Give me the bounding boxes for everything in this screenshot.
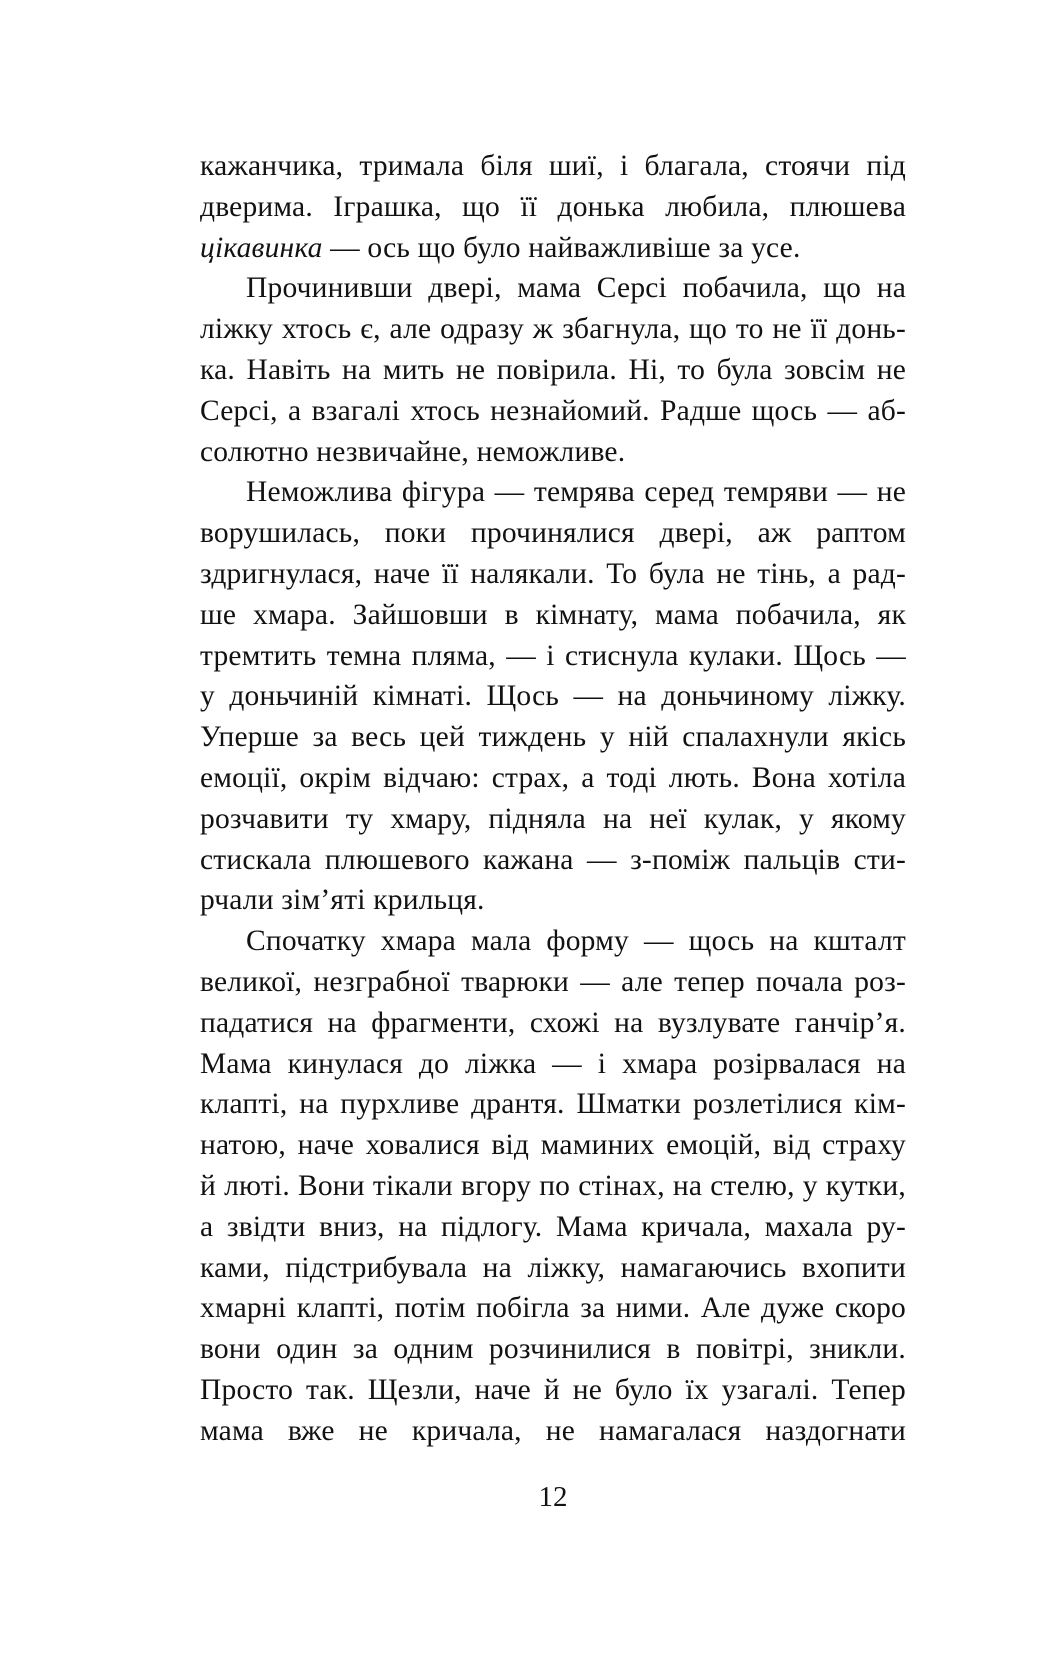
text-segment: а звідти вниз, на підлогу. Мама кричала, махала ру-	[200, 1210, 906, 1243]
text-line	[200, 268, 906, 309]
text-line	[200, 962, 906, 1003]
text-line	[200, 350, 906, 391]
text-segment: розчавити ту хмару, підняла на неї кулак, у якому	[200, 802, 906, 835]
text-segment: Мама кинулася до ліжка — і хмара розірвалася на	[200, 1047, 906, 1080]
text-segment: натою, наче ховалися від маминих емоцій, від страху	[200, 1129, 906, 1162]
text-segment: Уперше за весь цей тиждень у ній спалахнули якісь	[200, 721, 906, 754]
text-line	[200, 1125, 906, 1166]
page-number: 12	[538, 1481, 568, 1513]
text-segment: хмарні клапті, потім побігла за ними. Але дуже скоро	[200, 1292, 906, 1325]
text-segment: великої, незграбної тварюки — але тепер почала роз-	[200, 965, 906, 998]
text-segment: Неможлива фігура — темрява серед темряви — не	[246, 476, 906, 509]
text-line	[200, 146, 906, 187]
text-segment: ка. Навіть на мить не повірила. Ні, то була зовсім не	[200, 353, 906, 386]
text-line	[200, 1411, 906, 1452]
text-segment: клапті, на пурхливе дрантя. Шматки розлетілися кім-	[200, 1088, 906, 1121]
text-segment: емоції, окрім відчаю: страх, а тоді лють. Вона хотіла	[200, 761, 906, 794]
text-segment: тремтить темна пляма, — і стиснула кулаки. Щось —	[200, 639, 906, 672]
paragraph	[200, 472, 906, 921]
text-segment: й люті. Вони тікали вгору по стінах, на стелю, у кутки,	[200, 1169, 906, 1202]
text-line	[200, 758, 906, 799]
text-line	[200, 717, 906, 758]
text-segment: — ось що було найважливіше за усе.	[322, 231, 801, 264]
text-segment: солютно незвичайне, неможливе.	[200, 435, 626, 468]
text-segment: ліжку хтось є, але одразу ж збагнула, що то не її донь-	[200, 313, 906, 346]
text-line	[200, 636, 906, 677]
text-segment: стискала плюшевого кажана — з-поміж пальців сти-	[200, 843, 906, 876]
text-block	[200, 146, 906, 1452]
text-line	[200, 228, 906, 269]
paragraph	[200, 268, 906, 472]
text-segment: Прочинивши двері, мама Серсі побачила, що на	[246, 272, 906, 305]
text-line	[200, 799, 906, 840]
paragraph	[200, 921, 906, 1451]
text-line	[200, 595, 906, 636]
text-segment: вони один за одним розчинилися в повітрі, зникли.	[200, 1333, 906, 1366]
text-segment: Спочатку хмара мала форму — щось на кшталт	[246, 925, 906, 958]
text-segment: дверима. Іграшка, що її донька любила, плюшева	[200, 190, 906, 223]
text-line	[200, 840, 906, 881]
text-segment: у доньчиній кімнаті. Щось — на доньчиному ліжку.	[200, 680, 906, 713]
text-line	[200, 921, 906, 962]
text-segment: кажанчика, тримала біля шиї, і благала, стоячи під	[200, 150, 906, 182]
text-segment: ками, підстрибувала на ліжку, намагаючись вхопити	[200, 1251, 906, 1284]
text-line	[200, 1166, 906, 1207]
text-line	[200, 432, 906, 473]
text-line	[200, 1044, 906, 1085]
text-segment: ше хмара. Зайшовши в кімнату, мама побачила, як	[200, 598, 906, 631]
text-line	[200, 1084, 906, 1125]
text-segment: Просто так. Щезли, наче й не було їх узагалі. Тепер	[200, 1373, 906, 1406]
text-line	[200, 1003, 906, 1044]
text-line	[200, 554, 906, 595]
text-segment: рчали зім’яті крильця.	[200, 884, 485, 917]
text-line	[200, 1248, 906, 1289]
text-line	[200, 513, 906, 554]
text-line	[200, 1370, 906, 1411]
text-line	[200, 1207, 906, 1248]
text-segment: здригнулася, наче її налякали. То була не тінь, а рад-	[200, 557, 906, 590]
text-line	[200, 309, 906, 350]
text-line	[200, 187, 906, 228]
text-line	[200, 472, 906, 513]
paragraph	[200, 146, 906, 268]
text-line	[200, 391, 906, 432]
text-segment: падатися на фрагменти, схожі на вузлувате ганчір’я.	[200, 1006, 906, 1039]
text-line	[200, 1288, 906, 1329]
italic-text: цікавинка	[200, 231, 323, 264]
text-segment: мама вже не кричала, не намагалася наздогнати	[200, 1414, 906, 1447]
text-line	[200, 1329, 906, 1370]
text-segment: Серсі, а взагалі хтось незнайомий. Радше щось — аб-	[200, 394, 906, 427]
text-segment: ворушилась, поки прочинялися двері, аж раптом	[200, 517, 906, 550]
text-line	[200, 676, 906, 717]
text-line	[200, 880, 906, 921]
